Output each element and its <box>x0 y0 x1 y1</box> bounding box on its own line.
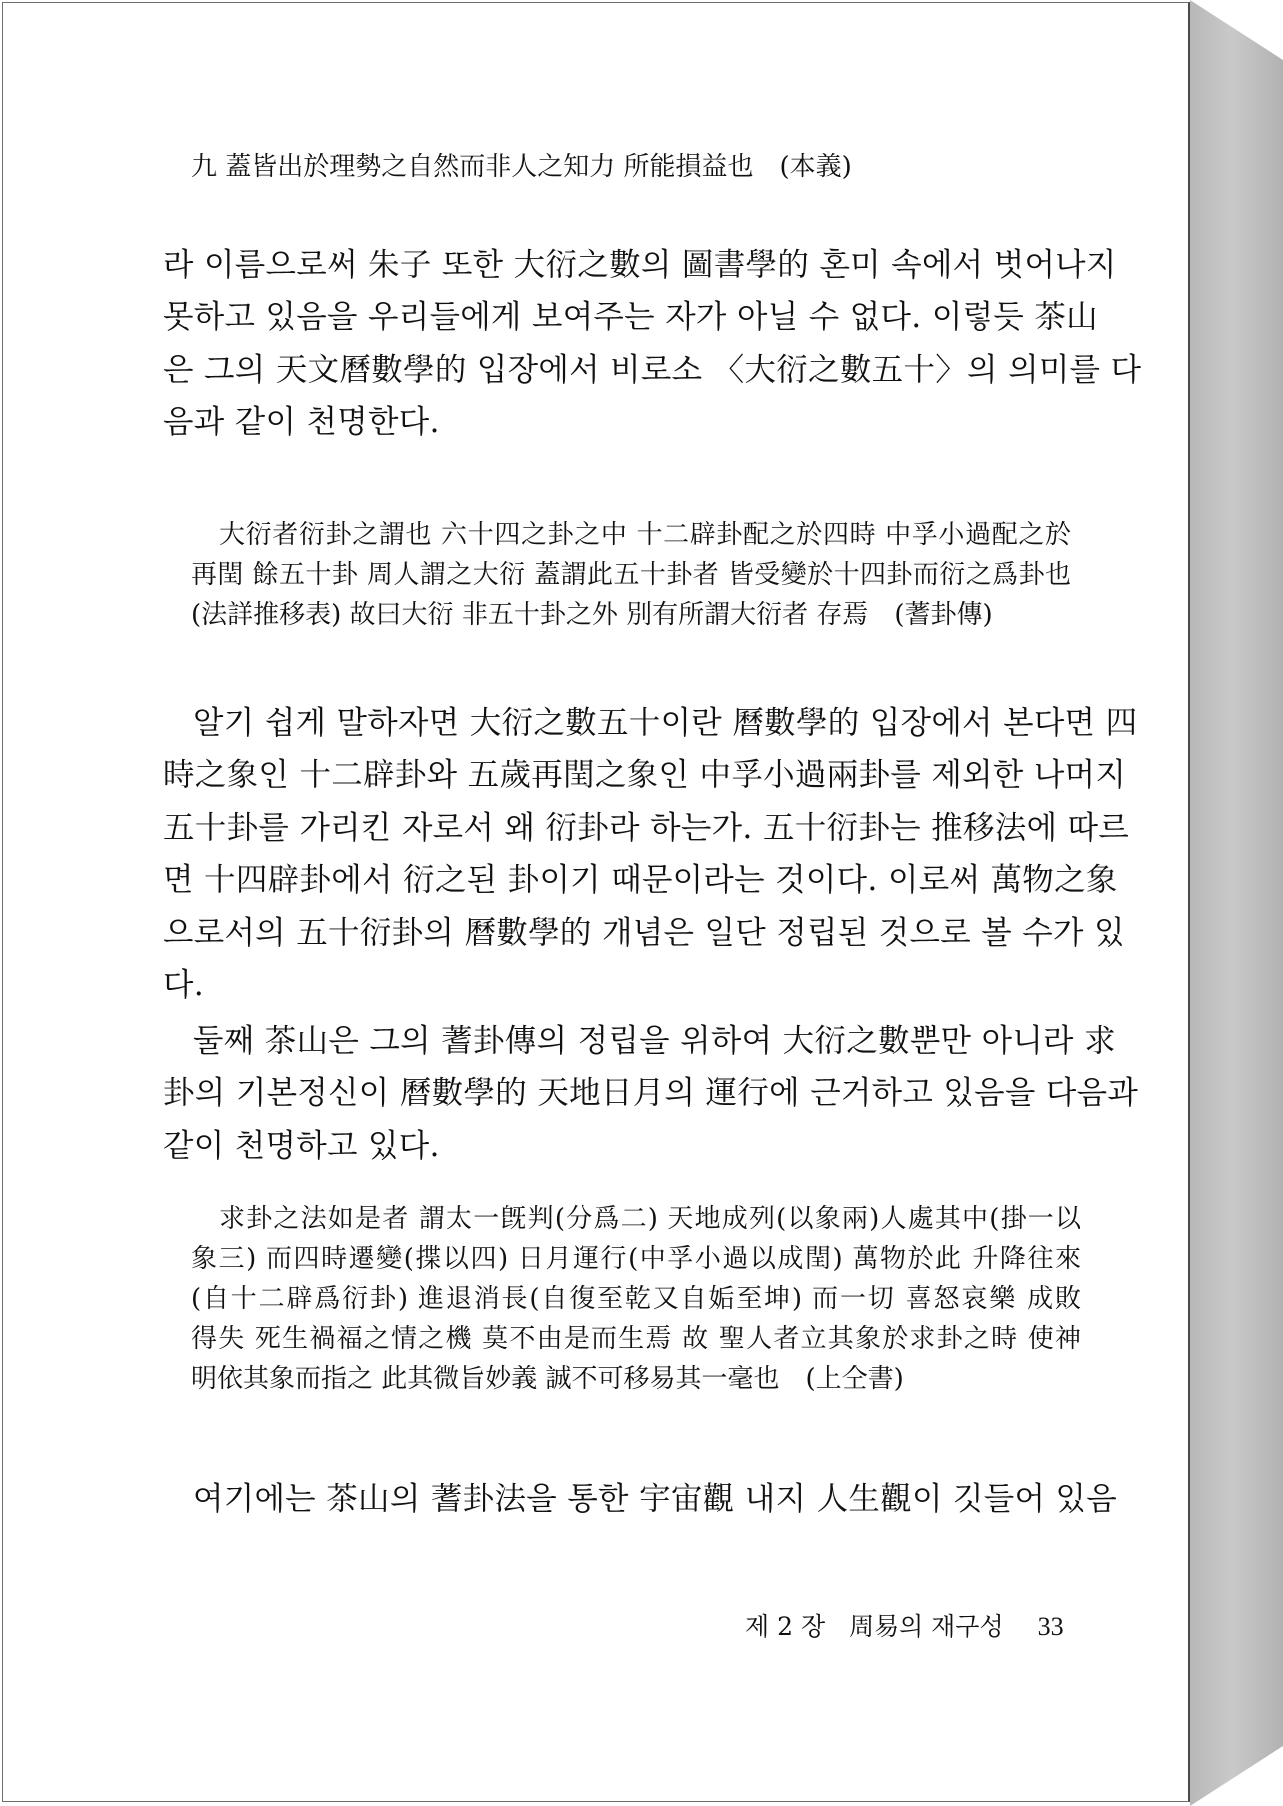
body-line: 으로서의 五十衍卦의 曆數學的 개념은 일단 정립된 것으로 볼 수가 있 <box>163 914 1125 951</box>
quote-line: (自十二辟爲衍卦) 進退消長(自復至乾又自姤至坤) 而一切 喜怒哀樂 成敗 <box>191 1284 1081 1314</box>
body-line: 알기 쉽게 말하자면 大衍之數五十이란 曆數學的 입장에서 본다면 四 <box>193 705 1138 741</box>
paragraph-1 <box>163 239 1142 449</box>
chapter-title: 周易의 재구성 <box>849 1612 1004 1641</box>
body-line: 면 十四辟卦에서 衍之된 卦이기 때문이라는 것이다. 이로써 萬物之象 <box>163 862 1118 899</box>
paragraph-4 <box>163 1473 1117 1525</box>
quote-2 <box>191 1199 1081 1399</box>
quote-line: 九 蓋皆出於理勢之自然而非人之知力 所能損益也 (本義) <box>191 152 852 182</box>
body-line: 음과 같이 천명한다. <box>163 404 440 441</box>
body-line: 라 이름으로써 朱子 또한 大衍之數의 圖書學的 혼미 속에서 벗어나지 <box>163 247 1117 283</box>
body-line: 여기에는 茶山의 蓍卦法을 통한 宇宙觀 내지 人生觀이 깃들어 있음 <box>193 1481 1117 1517</box>
quote-continuation <box>191 147 991 187</box>
body-line: 은 그의 天文曆數學的 입장에서 비로소 〈大衍之數五十〉의 의미를 다 <box>163 351 1142 388</box>
paragraph-2 <box>163 697 1138 1011</box>
quote-line: 求卦之法如是者 謂太一旣判(分爲二) 天地成列(以象兩)人處其中(掛一以 <box>219 1204 1081 1234</box>
quote-line: 明依其象而指之 此其微旨妙義 誠不可移易其一毫也 (上仝書) <box>191 1364 904 1394</box>
book-edge <box>1190 0 1283 1806</box>
page-number: 33 <box>1037 1612 1064 1641</box>
quote-line: 大衍者衍卦之謂也 六十四之卦之中 十二辟卦配之於四時 中孚小過配之於 <box>219 520 1071 550</box>
quote-line: 象三) 而四時遷變(揲以四) 日月運行(中孚小過以成閏) 萬物於此 升降往來 <box>191 1244 1081 1274</box>
book-page <box>2 2 1190 1802</box>
page-footer <box>745 1610 1064 1644</box>
body-line: 같이 천명하고 있다. <box>163 1127 440 1164</box>
quote-line: (法詳推移表) 故曰大衍 非五十卦之外 別有所謂大衍者 存焉 (蓍卦傳) <box>191 600 993 630</box>
body-line: 둘째 茶山은 그의 蓍卦傳의 정립을 위하여 大衍之數뿐만 아니라 求 <box>193 1023 1116 1059</box>
quote-line: 再閏 餘五十卦 周人謂之大衍 蓋謂此五十卦者 皆受變於十四卦而衍之爲卦也 <box>191 560 1071 590</box>
chapter-label: 제 2 장 <box>745 1612 826 1641</box>
body-line: 五十卦를 가리킨 자로서 왜 衍卦라 하는가. 五十衍卦는 推移法에 따르 <box>163 809 1130 846</box>
body-line: 다. <box>163 967 205 1004</box>
quote-line: 得失 死生禍福之情之機 莫不由是而生焉 故 聖人者立其象於求卦之時 使神 <box>191 1324 1081 1354</box>
paragraph-3 <box>163 1015 1139 1172</box>
quote-1 <box>191 515 1071 635</box>
body-line: 못하고 있음을 우리들에게 보여주는 자가 아닐 수 없다. 이렇듯 茶山 <box>163 299 1098 336</box>
body-line: 時之象인 十二辟卦와 五歲再閏之象인 中孚小過兩卦를 제외한 나머지 <box>163 757 1127 794</box>
body-line: 卦의 기본정신이 曆數學的 天地日月의 運行에 근거하고 있음을 다음과 <box>163 1075 1139 1112</box>
